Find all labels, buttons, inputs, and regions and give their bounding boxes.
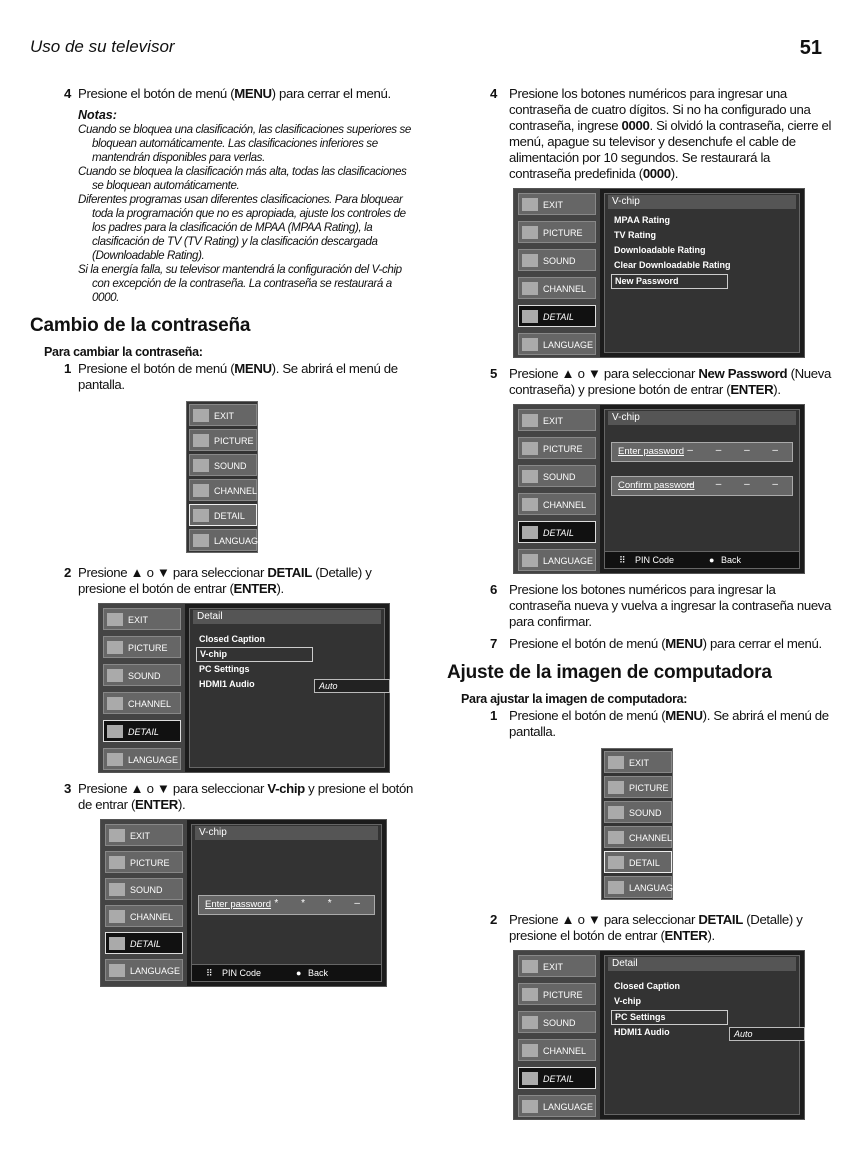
panel-title: V-chip [195, 826, 378, 840]
menu-item: PC Settings [611, 1010, 728, 1025]
back-icon: ● [296, 968, 302, 978]
step-number: 1 [64, 361, 71, 376]
tab-label: SOUND [543, 1018, 576, 1028]
language-icon [522, 1100, 538, 1113]
step-text: ) para cerrar el menú. [702, 636, 822, 651]
step-number: 5 [490, 366, 497, 381]
tv-menu-detail [98, 603, 390, 773]
step [447, 912, 832, 944]
step-text: ). [670, 166, 679, 181]
menu-panel [604, 955, 800, 1115]
menu-item: Closed Caption [199, 634, 266, 644]
step-text: (Detalle) y presione el botón de entrar ( [78, 565, 372, 596]
tab-label: DETAIL [543, 312, 574, 322]
exit-icon [522, 414, 538, 427]
step-number: 4 [64, 86, 71, 101]
sound-icon [608, 806, 624, 819]
step [30, 565, 415, 597]
tv-menu-main [186, 401, 265, 553]
menu-panel [604, 193, 800, 353]
key-label: New Password [698, 366, 788, 381]
sound-icon [107, 669, 123, 682]
tab-label: EXIT [543, 416, 564, 426]
password-digits: * * * – [274, 898, 370, 909]
channel-icon [107, 697, 123, 710]
tab-label: LANGUAGE [214, 536, 265, 546]
menu-item: New Password [611, 274, 728, 289]
tv-menu-detail [513, 950, 805, 1120]
sound-icon [109, 883, 125, 896]
language-icon [522, 338, 538, 351]
exit-icon [193, 409, 209, 422]
exit-icon [107, 613, 123, 626]
picture-icon [522, 988, 538, 1001]
step-text: . Si olvidó la contraseña, cierre el menú, apague su televisor y desenchufe el cable de alimentación por 10 segundos. Se restaurará la contraseña predefinida ( [509, 118, 832, 181]
tab-label: PICTURE [130, 858, 170, 868]
step-text: Presione ▲ o ▼ para seleccionar [78, 781, 268, 796]
field-label: Enter password [618, 446, 685, 457]
language-icon [608, 881, 624, 894]
step-number: 2 [64, 565, 71, 580]
step [447, 582, 832, 630]
step-text: ). Se abrirá el menú de pantalla. [78, 361, 398, 392]
detail-icon [522, 1072, 538, 1085]
step-text: Presione los botones numéricos para ingresar la contraseña nueva y vuelva a ingresar la contraseña nueva para confirmar. [509, 582, 832, 629]
tab-label: CHANNEL [629, 833, 673, 843]
step-text: ). [773, 382, 781, 397]
tab-label: DETAIL [130, 939, 161, 949]
sound-icon [522, 470, 538, 483]
key-label: ENTER [135, 797, 178, 812]
audio-value: Auto [729, 1027, 805, 1041]
menu-item: HDMI1 Audio [199, 679, 255, 689]
step-number: 7 [490, 636, 497, 651]
subheading: Para ajustar la imagen de computadora: [461, 692, 688, 706]
menu-item: TV Rating [614, 230, 656, 240]
tab-label: EXIT [128, 615, 149, 625]
section-heading: Ajuste de la imagen de computadora [447, 662, 772, 683]
step-text: (Nueva contraseña) y presione botón de entrar ( [509, 366, 831, 397]
step-number: 1 [490, 708, 497, 723]
password-digits: – – – – [687, 479, 788, 490]
key-label: ENTER [233, 581, 277, 596]
tab-label: CHANNEL [130, 912, 174, 922]
menu-item: Closed Caption [614, 981, 681, 991]
key-label: MENU [234, 361, 272, 376]
step-text: ). [707, 928, 715, 943]
menu-item: Clear Downloadable Rating [614, 260, 731, 270]
menu-item: Downloadable Rating [614, 245, 706, 255]
field-label: Confirm password [618, 480, 695, 491]
tab-label: CHANNEL [543, 1046, 587, 1056]
section-header: Uso de su televisor [30, 37, 175, 56]
step-text: Presione el botón de menú ( [509, 708, 666, 723]
sound-icon [522, 1016, 538, 1029]
step-close-menu [30, 86, 415, 102]
tab-label: EXIT [543, 200, 564, 210]
page-number: 51 [799, 37, 822, 59]
tab-label: LANGUAGE [629, 883, 680, 893]
language-icon [109, 964, 125, 977]
tab-label: DETAIL [543, 528, 574, 538]
tab-label: EXIT [130, 831, 151, 841]
step-number: 3 [64, 781, 71, 796]
key-label: ENTER [664, 928, 708, 943]
enter-password-field[interactable] [198, 895, 375, 915]
menu-panel [191, 824, 382, 982]
tv-menu-main [601, 748, 680, 900]
channel-icon [522, 1044, 538, 1057]
tab-label: DETAIL [629, 858, 660, 868]
step [447, 366, 832, 398]
menu-panel [604, 409, 800, 569]
menu-footer [605, 551, 799, 568]
step-text: ). Se abrirá el menú de pantalla. [509, 708, 829, 739]
tab-label: PICTURE [543, 990, 583, 1000]
step-text: ) para cerrar el menú. [271, 86, 391, 101]
sound-icon [522, 254, 538, 267]
tab-label: PICTURE [543, 444, 583, 454]
tab-label: PICTURE [214, 436, 254, 446]
menu-item: MPAA Rating [614, 215, 670, 225]
menu-footer [192, 964, 381, 981]
exit-icon [608, 756, 624, 769]
tab-label: DETAIL [214, 511, 245, 521]
section-heading: Cambio de la contraseña [30, 315, 251, 336]
tv-menu-vchip [513, 188, 805, 358]
menu-item: V-chip [196, 647, 313, 662]
step-text: Presione los botones numéricos para ingresar una contraseña de cuatro dígitos. Si no ha configurado una contraseña, ingrese [509, 86, 811, 133]
detail-icon [522, 310, 538, 323]
tab-label: CHANNEL [214, 486, 258, 496]
channel-icon [522, 498, 538, 511]
tab-label: LANGUAGE [543, 556, 594, 566]
panel-title: Detail [193, 610, 381, 624]
tab-label: CHANNEL [128, 699, 172, 709]
notes-title: Notas: [78, 108, 117, 122]
picture-icon [608, 781, 624, 794]
language-icon [107, 753, 123, 766]
detail-icon [608, 856, 624, 869]
exit-icon [522, 960, 538, 973]
step-text: ). [177, 797, 186, 812]
language-icon [522, 554, 538, 567]
step-text: Presione ▲ o ▼ para seleccionar [509, 912, 699, 927]
tab-label: EXIT [214, 411, 235, 421]
audio-value: Auto [314, 679, 390, 693]
tab-label: DETAIL [543, 1074, 574, 1084]
key-label: MENU [665, 708, 703, 723]
step-text: Presione ▲ o ▼ para seleccionar [509, 366, 699, 381]
detail-icon [109, 937, 125, 950]
step-text: Presione el botón de menú ( [78, 86, 235, 101]
tab-label: DETAIL [128, 727, 159, 737]
key-label: 0000 [621, 118, 650, 133]
key-label: ENTER [730, 382, 774, 397]
keypad-icon: ⠿ [206, 968, 213, 978]
tab-label: SOUND [629, 808, 662, 818]
key-label: DETAIL [698, 912, 743, 927]
tab-label: LANGUAGE [543, 1102, 594, 1112]
sound-icon [193, 459, 209, 472]
note: Cuando se bloquea una clasificación, las clasificaciones superiores se bloquean automáticamente. Las clasificaciones inferiores se mantendrán disponibles para verlas. [78, 123, 411, 164]
key-label: DETAIL [267, 565, 312, 580]
step-text: (Detalle) y presione el botón de entrar ( [509, 912, 803, 943]
detail-icon [107, 725, 123, 738]
step-text: Presione ▲ o ▼ para seleccionar [78, 565, 268, 580]
picture-icon [107, 641, 123, 654]
step-text: y presione el botón de entrar ( [78, 781, 413, 812]
tab-label: PICTURE [128, 643, 168, 653]
pin-code-label: PIN Code [635, 555, 675, 565]
back-icon: ● [709, 555, 715, 565]
right-column [447, 86, 832, 1128]
detail-icon [522, 526, 538, 539]
step-text: ). [276, 581, 284, 596]
tab-label: SOUND [543, 256, 576, 266]
channel-icon [109, 910, 125, 923]
menu-item: PC Settings [199, 664, 250, 674]
panel-title: V-chip [608, 411, 796, 425]
note: Cuando se bloquea la clasificación más alta, todas las clasificaciones se bloquean automáticamente. [78, 165, 407, 192]
menu-item: HDMI1 Audio [614, 1027, 670, 1037]
step-number: 4 [490, 86, 497, 101]
key-label: 0000 [642, 166, 671, 181]
tab-label: SOUND [214, 461, 247, 471]
tab-label: LANGUAGE [130, 966, 181, 976]
panel-title: Detail [608, 957, 796, 971]
key-label: MENU [665, 636, 703, 651]
step [447, 636, 832, 652]
channel-icon [608, 831, 624, 844]
key-label: V-chip [267, 781, 305, 796]
confirm-password-field[interactable] [611, 476, 793, 496]
channel-icon [522, 282, 538, 295]
tab-label: CHANNEL [543, 500, 587, 510]
tab-label: CHANNEL [543, 284, 587, 294]
left-column [30, 86, 415, 995]
password-digits: – – – – [687, 445, 788, 456]
picture-icon [109, 856, 125, 869]
tab-label: PICTURE [629, 783, 669, 793]
tab-label: LANGUAGE [128, 755, 179, 765]
picture-icon [193, 434, 209, 447]
tab-label: SOUND [128, 671, 161, 681]
picture-icon [522, 442, 538, 455]
subheading: Para cambiar la contraseña: [44, 345, 203, 359]
menu-item: V-chip [614, 996, 642, 1006]
keypad-icon: ⠿ [619, 555, 626, 565]
menu-panel [189, 608, 385, 768]
step [447, 708, 832, 740]
step [447, 86, 832, 182]
step-text: Presione el botón de menú ( [509, 636, 666, 651]
exit-icon [109, 829, 125, 842]
tv-menu-new-password [513, 404, 805, 574]
note: Si la energía falla, su televisor mantendrá la configuración del V-chip con excepción de la contraseña. La contraseña se restaurará a 0000. [78, 263, 402, 304]
exit-icon [522, 198, 538, 211]
enter-password-field[interactable] [611, 442, 793, 462]
back-label: Back [308, 968, 329, 978]
back-label: Back [721, 555, 742, 565]
tab-label: SOUND [543, 472, 576, 482]
language-icon [193, 534, 209, 547]
tab-label: EXIT [543, 962, 564, 972]
tab-label: SOUND [130, 885, 163, 895]
tv-menu-vchip-password [100, 819, 387, 987]
key-label: MENU [234, 86, 272, 101]
detail-icon [193, 509, 209, 522]
note: Diferentes programas usan diferentes clasificaciones. Para bloquear toda la programación que no es apropiada, ajuste los controles de los padres para la clasificación de MPAA (MPAA Rating), la clasificación de TV (TV Rating) y la clasificación descargada (Downloadable Rating). [78, 193, 406, 262]
panel-title: V-chip [608, 195, 796, 209]
field-label: Enter password [205, 899, 272, 910]
tab-label: PICTURE [543, 228, 583, 238]
channel-icon [193, 484, 209, 497]
tab-label: LANGUAGE [543, 340, 594, 350]
step [30, 361, 415, 393]
step-number: 6 [490, 582, 497, 597]
picture-icon [522, 226, 538, 239]
step-number: 2 [490, 912, 497, 927]
step [30, 781, 415, 813]
pin-code-label: PIN Code [222, 968, 262, 978]
step-text: Presione el botón de menú ( [78, 361, 235, 376]
tab-label: EXIT [629, 758, 650, 768]
